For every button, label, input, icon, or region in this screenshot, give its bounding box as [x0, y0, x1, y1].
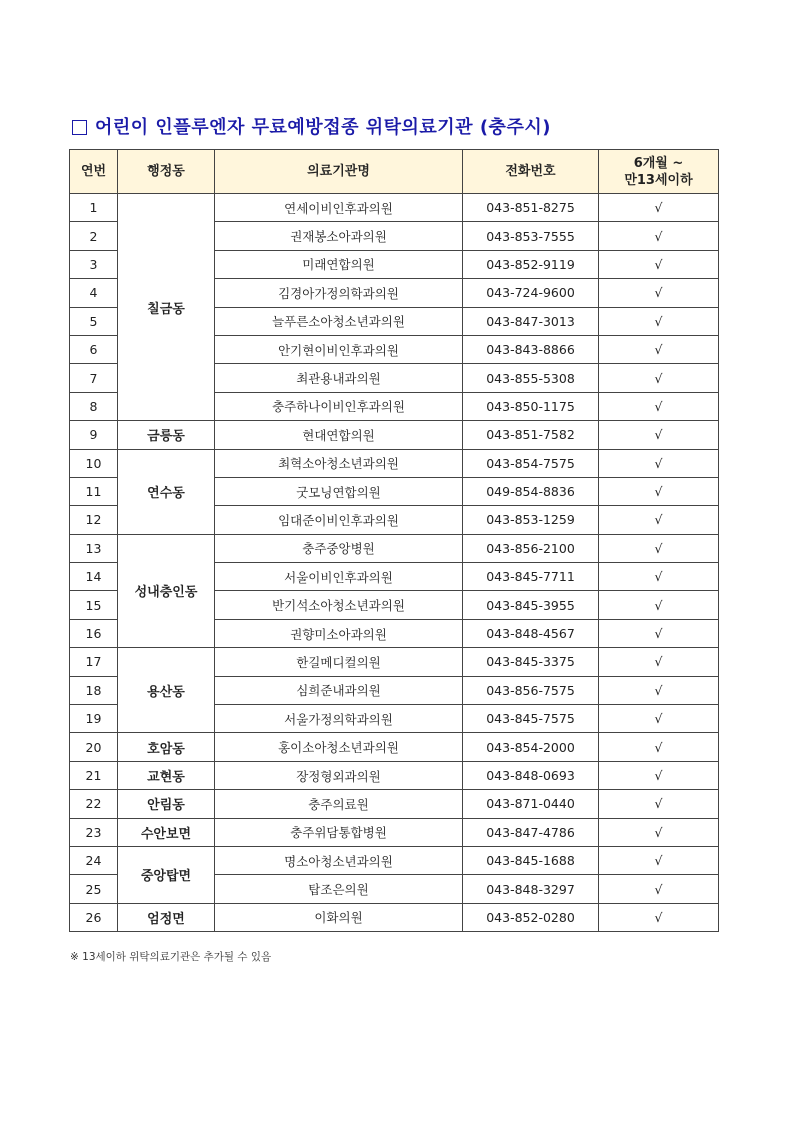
- cell-phone: 043-855-5308: [463, 364, 599, 392]
- table-row: [70, 761, 719, 789]
- cell-name: 반기석소아청소년과의원: [215, 591, 463, 619]
- cell-no: 14: [70, 563, 118, 591]
- cell-check: √: [599, 648, 719, 676]
- cell-no: 5: [70, 307, 118, 335]
- cell-name: 서울이비인후과의원: [215, 563, 463, 591]
- page-title: [72, 113, 551, 139]
- cell-dong: 교현동: [118, 761, 215, 789]
- table-row: [70, 421, 719, 449]
- cell-phone: 043-854-2000: [463, 733, 599, 761]
- cell-dong: 중앙탑면: [118, 846, 215, 903]
- cell-phone: 043-845-7711: [463, 563, 599, 591]
- cell-no: 21: [70, 761, 118, 789]
- cell-phone: 043-848-3297: [463, 875, 599, 903]
- cell-no: 2: [70, 222, 118, 250]
- cell-check: √: [599, 335, 719, 363]
- cell-no: 1: [70, 194, 118, 222]
- cell-dong: 칠금동: [118, 194, 215, 421]
- cell-phone: 043-871-0440: [463, 790, 599, 818]
- cell-dong: 금릉동: [118, 421, 215, 449]
- cell-phone: 043-848-0693: [463, 761, 599, 789]
- table-row: [70, 903, 719, 931]
- cell-no: 17: [70, 648, 118, 676]
- cell-phone: 043-845-7575: [463, 705, 599, 733]
- cell-phone: 043-847-3013: [463, 307, 599, 335]
- cell-check: √: [599, 676, 719, 704]
- cell-name: 한길메디컬의원: [215, 648, 463, 676]
- cell-phone: 043-845-1688: [463, 846, 599, 874]
- cell-dong: 성내충인동: [118, 534, 215, 648]
- cell-name: 연세이비인후과의원: [215, 194, 463, 222]
- cell-phone: 043-854-7575: [463, 449, 599, 477]
- cell-name: 권재봉소아과의원: [215, 222, 463, 250]
- table-header: [70, 150, 719, 194]
- cell-name: 굿모닝연합의원: [215, 477, 463, 505]
- title-text: 어린이 인플루엔자 무료예방접종 위탁의료기관 (충주시): [95, 117, 551, 138]
- cell-check: √: [599, 506, 719, 534]
- cell-check: √: [599, 477, 719, 505]
- cell-check: √: [599, 364, 719, 392]
- cell-phone: 043-845-3955: [463, 591, 599, 619]
- cell-name: 늘푸른소아청소년과의원: [215, 307, 463, 335]
- cell-no: 20: [70, 733, 118, 761]
- cell-check: √: [599, 449, 719, 477]
- cell-name: 현대연합의원: [215, 421, 463, 449]
- cell-name: 최관용내과의원: [215, 364, 463, 392]
- cell-phone: 043-856-7575: [463, 676, 599, 704]
- table-body: [70, 194, 719, 932]
- cell-check: √: [599, 591, 719, 619]
- header-age-line1: 6개월 ~: [633, 155, 684, 171]
- cell-no: 8: [70, 392, 118, 420]
- cell-check: √: [599, 250, 719, 278]
- cell-phone: 043-856-2100: [463, 534, 599, 562]
- cell-check: √: [599, 421, 719, 449]
- cell-check: √: [599, 307, 719, 335]
- cell-phone: 043-724-9600: [463, 279, 599, 307]
- table-row: [70, 790, 719, 818]
- table-row: [70, 534, 719, 562]
- cell-name: 이화의원: [215, 903, 463, 931]
- header-age-line2: 만13세이하: [624, 172, 693, 188]
- cell-dong: 엄정면: [118, 903, 215, 931]
- cell-no: 13: [70, 534, 118, 562]
- cell-no: 18: [70, 676, 118, 704]
- cell-check: √: [599, 392, 719, 420]
- cell-check: √: [599, 534, 719, 562]
- clinic-table: [69, 149, 719, 932]
- cell-check: √: [599, 761, 719, 789]
- cell-dong: 수안보면: [118, 818, 215, 846]
- table-row: [70, 449, 719, 477]
- table-row: [70, 194, 719, 222]
- cell-name: 홍이소아청소년과의원: [215, 733, 463, 761]
- cell-check: √: [599, 194, 719, 222]
- square-bullet-icon: [72, 120, 87, 135]
- cell-phone: 043-847-4786: [463, 818, 599, 846]
- cell-check: √: [599, 846, 719, 874]
- cell-no: 16: [70, 619, 118, 647]
- cell-no: 15: [70, 591, 118, 619]
- cell-check: √: [599, 903, 719, 931]
- cell-no: 4: [70, 279, 118, 307]
- table-row: [70, 648, 719, 676]
- cell-name: 안기현이비인후과의원: [215, 335, 463, 363]
- cell-phone: 043-848-4567: [463, 619, 599, 647]
- cell-name: 서울가정의학과의원: [215, 705, 463, 733]
- header-phone: 전화번호: [463, 150, 599, 194]
- cell-no: 26: [70, 903, 118, 931]
- cell-check: √: [599, 818, 719, 846]
- cell-phone: 043-853-7555: [463, 222, 599, 250]
- table-row: [70, 818, 719, 846]
- cell-name: 명소아청소년과의원: [215, 846, 463, 874]
- cell-phone: 043-850-1175: [463, 392, 599, 420]
- header-name: 의료기관명: [215, 150, 463, 194]
- cell-no: 19: [70, 705, 118, 733]
- cell-no: 6: [70, 335, 118, 363]
- cell-no: 22: [70, 790, 118, 818]
- cell-no: 12: [70, 506, 118, 534]
- cell-no: 9: [70, 421, 118, 449]
- cell-phone: 043-843-8866: [463, 335, 599, 363]
- cell-phone: 043-851-7582: [463, 421, 599, 449]
- footnote: ※ 13세이하 위탁의료기관은 추가될 수 있음: [70, 951, 272, 963]
- cell-name: 충주의료원: [215, 790, 463, 818]
- cell-no: 23: [70, 818, 118, 846]
- cell-dong: 연수동: [118, 449, 215, 534]
- cell-dong: 용산동: [118, 648, 215, 733]
- cell-name: 장정형외과의원: [215, 761, 463, 789]
- cell-phone: 043-845-3375: [463, 648, 599, 676]
- cell-name: 충주위담통합병원: [215, 818, 463, 846]
- cell-check: √: [599, 563, 719, 591]
- cell-dong: 호암동: [118, 733, 215, 761]
- cell-no: 25: [70, 875, 118, 903]
- cell-no: 3: [70, 250, 118, 278]
- cell-name: 권향미소아과의원: [215, 619, 463, 647]
- cell-name: 김경아가정의학과의원: [215, 279, 463, 307]
- cell-name: 충주중앙병원: [215, 534, 463, 562]
- cell-name: 미래연합의원: [215, 250, 463, 278]
- table-row: [70, 733, 719, 761]
- cell-phone: 043-851-8275: [463, 194, 599, 222]
- header-dong: 행정동: [118, 150, 215, 194]
- cell-dong: 안림동: [118, 790, 215, 818]
- cell-no: 11: [70, 477, 118, 505]
- cell-check: √: [599, 279, 719, 307]
- cell-no: 7: [70, 364, 118, 392]
- header-age: [599, 150, 719, 194]
- cell-phone: 043-853-1259: [463, 506, 599, 534]
- table-row: [70, 846, 719, 874]
- cell-name: 탑조은의원: [215, 875, 463, 903]
- cell-no: 24: [70, 846, 118, 874]
- cell-phone: 043-852-9119: [463, 250, 599, 278]
- cell-check: √: [599, 222, 719, 250]
- header-no: 연번: [70, 150, 118, 194]
- cell-name: 충주하나이비인후과의원: [215, 392, 463, 420]
- cell-phone: 043-852-0280: [463, 903, 599, 931]
- cell-check: √: [599, 733, 719, 761]
- cell-name: 임대준이비인후과의원: [215, 506, 463, 534]
- cell-name: 최혁소아청소년과의원: [215, 449, 463, 477]
- cell-no: 10: [70, 449, 118, 477]
- cell-name: 심희준내과의원: [215, 676, 463, 704]
- cell-phone: 049-854-8836: [463, 477, 599, 505]
- cell-check: √: [599, 619, 719, 647]
- cell-check: √: [599, 875, 719, 903]
- cell-check: √: [599, 790, 719, 818]
- cell-check: √: [599, 705, 719, 733]
